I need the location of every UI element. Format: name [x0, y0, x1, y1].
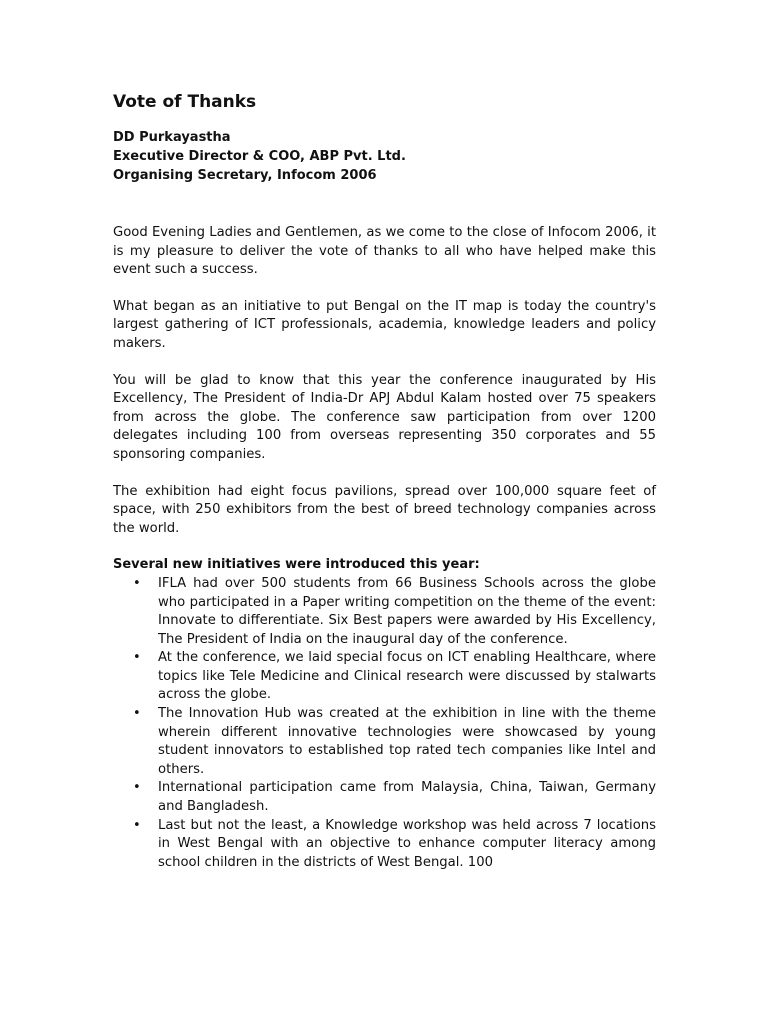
list-item-text: IFLA had over 500 students from 66 Business Schools across the globe who participated in a Paper writing competition on the theme of the event: Innovate to differentiate. Six Best papers were awarded by His Excellency, The President of India on the inaugural day of the conference.: [158, 575, 656, 647]
bullet-icon: •: [133, 706, 141, 722]
list-item-text: The Innovation Hub was created at the exhibition in line with the theme wherein different innovative technologies were showcased by young student innovators to established top rated tech companies like Intel and others.: [158, 706, 656, 777]
list-item: [113, 575, 656, 649]
list-item: [113, 817, 656, 873]
list-item-text: International participation came from Malaysia, China, Taiwan, Germany and Bangladesh.: [158, 780, 656, 815]
author-role: Organising Secretary, Infocom 2006: [113, 168, 377, 183]
list-item: [113, 779, 656, 816]
paragraph-greeting: Good Evening Ladies and Gentlemen, as we come to the close of Infocom 2006, it is my pleasure to deliver the vote of thanks to all who have helped make this event such a success.: [113, 225, 656, 278]
bullet-icon: •: [133, 817, 141, 833]
author-block: [113, 128, 656, 185]
initiatives-heading: Several new initiatives were introduced this year:: [113, 557, 480, 573]
bullet-icon: •: [133, 575, 141, 591]
author-position: Executive Director & COO, ABP Pvt. Ltd.: [113, 149, 406, 164]
list-item: [113, 649, 656, 705]
paragraph-exhibition: The exhibition had eight focus pavilions, spread over 100,000 square feet of space, with 250 exhibitors from the best of breed technology companies across the world.: [113, 483, 656, 536]
document-page: [113, 90, 656, 872]
list-item-text: Last but not the least, a Knowledge workshop was held across 7 locations in West Bengal with an objective to enhance computer literacy among school children in the districts of West Bengal. 100: [158, 817, 656, 870]
list-item-text: At the conference, we laid special focus on ICT enabling Healthcare, where topics like Tele Medicine and Clinical research were discussed by stalwarts across the globe.: [158, 650, 656, 703]
paragraph-initiative: What began as an initiative to put Bengal on the IT map is today the country's largest gathering of ICT professionals, academia, knowledge leaders and policy makers.: [113, 298, 656, 351]
document-title: Vote of Thanks: [113, 92, 257, 112]
bullet-icon: •: [133, 780, 141, 796]
paragraph-conference: You will be glad to know that this year the conference inaugurated by His Excellency, The President of India-Dr APJ Abdul Kalam hosted over 75 speakers from across the globe. The conference saw participation from over 1200 delegates including 100 from overseas representing 350 corporates and 55 sponsoring companies.: [113, 372, 656, 462]
bullet-icon: •: [133, 650, 141, 666]
author-name: DD Purkayastha: [113, 130, 231, 145]
list-item: [113, 705, 656, 779]
initiatives-list: [113, 575, 656, 873]
